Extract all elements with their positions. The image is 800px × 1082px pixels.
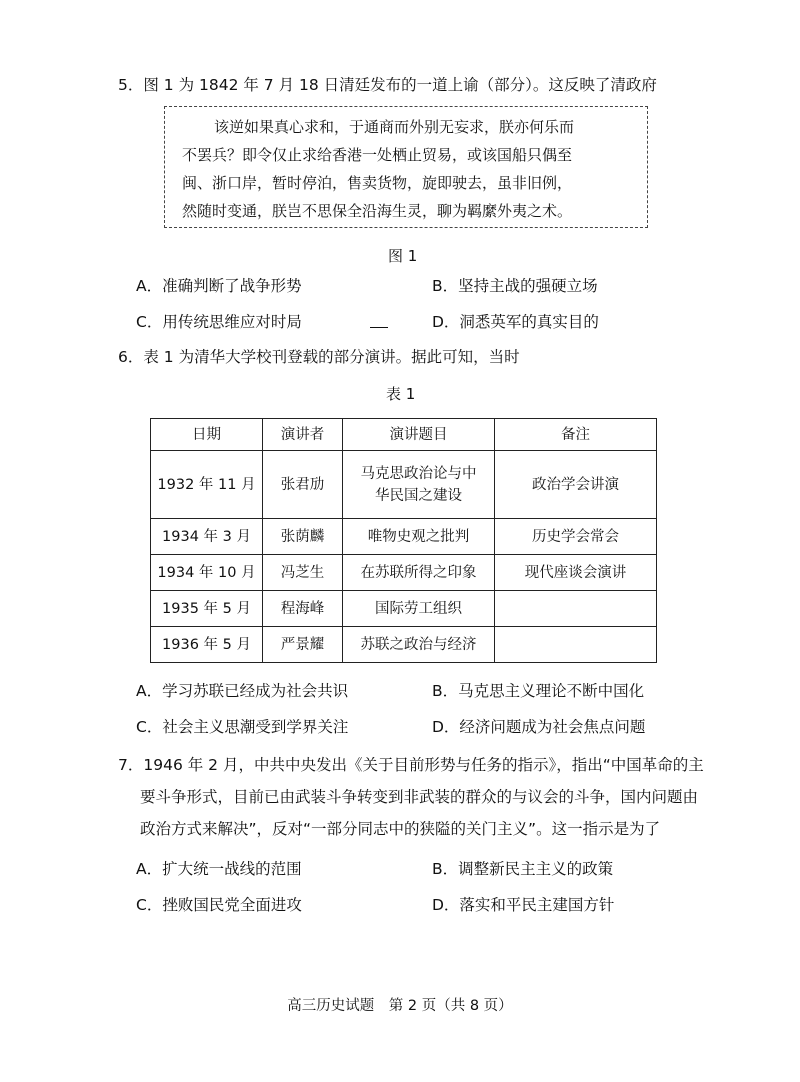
q5-quote-line: 闽、浙口岸，暂时停泊，售卖货物，旋即驶去，虽非旧例， — [182, 174, 573, 192]
q5-quote-line: 然随时变通，朕岂不思保全沿海生灵，聊为羁縻外夷之术。 — [182, 202, 573, 220]
table-header: 演讲题目 — [343, 419, 495, 451]
speech-table — [150, 418, 656, 662]
table-header: 备注 — [495, 419, 657, 451]
q7-stem-line: 7．1946 年 2 月，中共中央发出《关于目前形势与任务的指示》，指出“中国革命的主 — [118, 756, 704, 774]
q6-stem: 6．表 1 为清华大学校刊登载的部分演讲。据此可知，当时 — [118, 348, 520, 366]
cell-date: 1934 年 10 月 — [151, 555, 263, 591]
q7-stem-line: 政治方式来解决”，反对“一部分同志中的狭隘的关门主义”。这一指示是为了 — [140, 820, 661, 838]
q6-table-caption: 表 1 — [386, 385, 416, 403]
q6-option-c[interactable]: C．社会主义思潮受到学界关注 — [136, 718, 349, 736]
q5-quote-line: 不罢兵？即令仅止求给香港一处栖止贸易，或该国船只偶至 — [182, 146, 573, 164]
cell-date: 1932 年 11 月 — [151, 451, 263, 519]
q7-option-b[interactable]: B．调整新民主主义的政策 — [432, 860, 614, 878]
cell-speaker: 张君劢 — [263, 451, 343, 519]
cell-note: 政治学会讲演 — [495, 451, 657, 519]
q5-option-c[interactable]: C．用传统思维应对时局 — [136, 313, 302, 331]
q6-option-a[interactable]: A．学习苏联已经成为社会共识 — [136, 682, 349, 700]
table-header: 日期 — [151, 419, 263, 451]
table-row — [151, 627, 657, 663]
cell-title: 苏联之政治与经济 — [343, 627, 495, 663]
cell-title — [343, 451, 495, 519]
cell-date: 1935 年 5 月 — [151, 591, 263, 627]
q6-option-d[interactable]: D．经济问题成为社会焦点问题 — [432, 718, 646, 736]
q6-option-b[interactable]: B．马克思主义理论不断中国化 — [432, 682, 645, 700]
table-row — [151, 519, 657, 555]
q5-option-b[interactable]: B．坚持主战的强硬立场 — [432, 277, 598, 295]
table-row — [151, 451, 657, 519]
q7-option-c[interactable]: C．挫败国民党全面进攻 — [136, 896, 302, 914]
q5-option-a[interactable]: A．准确判断了战争形势 — [136, 277, 302, 295]
cell-note — [495, 627, 657, 663]
cell-title: 国际劳工组织 — [343, 591, 495, 627]
table-row — [151, 555, 657, 591]
cell-title: 在苏联所得之印象 — [343, 555, 495, 591]
page-footer: 高三历史试题 第 2 页（共 8 页） — [287, 998, 513, 1014]
cell-speaker: 张荫麟 — [263, 519, 343, 555]
stray-mark — [370, 327, 388, 328]
cell-speaker: 严景耀 — [263, 627, 343, 663]
q5-stem: 5．图 1 为 1842 年 7 月 18 日清廷发布的一道上谕（部分）。这反映了清政府 — [118, 76, 657, 94]
q7-option-a[interactable]: A．扩大统一战线的范围 — [136, 860, 302, 878]
q7-option-d[interactable]: D．落实和平民主建国方针 — [432, 896, 615, 914]
cell-speaker: 程海峰 — [263, 591, 343, 627]
q5-option-d[interactable]: D．洞悉英军的真实目的 — [432, 313, 599, 331]
cell-note: 历史学会常会 — [495, 519, 657, 555]
cell-speaker: 冯芝生 — [263, 555, 343, 591]
cell-title: 唯物史观之批判 — [343, 519, 495, 555]
q5-quote-line: 该逆如果真心求和，于通商而外别无妄求，朕亦何乐而 — [214, 118, 575, 136]
cell-title-line: 华民国之建设 — [375, 487, 462, 504]
table-header: 演讲者 — [263, 419, 343, 451]
cell-date: 1936 年 5 月 — [151, 627, 263, 663]
cell-title-line: 马克思政治论与中 — [360, 465, 477, 482]
cell-note — [495, 591, 657, 627]
q7-stem-line: 要斗争形式，目前已由武装斗争转变到非武装的群众的与议会的斗争，国内问题由 — [140, 788, 699, 806]
q5-figure-caption: 图 1 — [388, 247, 418, 265]
table-row — [151, 591, 657, 627]
cell-note: 现代座谈会演讲 — [495, 555, 657, 591]
cell-date: 1934 年 3 月 — [151, 519, 263, 555]
